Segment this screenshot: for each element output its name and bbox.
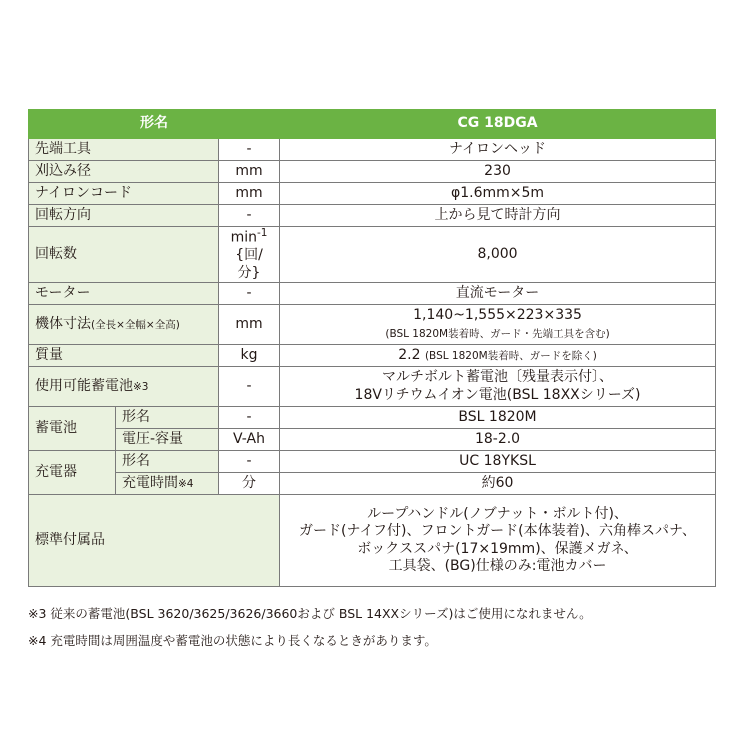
accessory-line: ボックススパナ(17×19mm)、保護メガネ、 [357,540,638,557]
value-cut-dia: 230 [280,161,716,183]
unit-speed [219,227,280,283]
label-charger-time [116,473,219,495]
label-charger: 充電器 [29,451,116,495]
label-mass: 質量 [29,345,219,367]
accessory-line: ガード(ナイフ付)、フロントガード(本体装着)、六角棒スパナ、 [299,523,697,540]
unit-battery-model: - [219,407,280,429]
label-battery: 蓄電池 [29,407,116,451]
value-battery-usable-line1: マルチボルト蓄電池〔残量表示付〕、 [382,369,614,386]
label-battery-usable-main: 使用可能蓄電池 [35,377,133,394]
accessory-line: ループハンドル(ノブナット・ボルト付)、 [367,505,628,522]
unit-battery-capacity: V-Ah [219,429,280,451]
unit-mass: kg [219,345,280,367]
label-battery-usable [29,367,219,407]
header-model: CG 18DGA [280,110,716,139]
value-mass-main: 2.2 [398,346,421,363]
value-accessories [280,495,716,587]
label-dims-sub: (全長×全幅×全高) [91,318,180,331]
value-battery-usable-line2: 18Vリチウムイオン電池(BSL 18XXシリーズ) [354,386,641,403]
label-direction: 回転方向 [29,205,219,227]
unit-charger-model: - [219,451,280,473]
footnote-3: ※3 従来の蓄電池(BSL 3620/3625/3626/3660および BSL 14XXシリーズ)はご使用になれません。 [28,606,592,621]
label-cut-dia: 刈込み径 [29,161,219,183]
spec-table [28,109,716,587]
label-speed: 回転数 [29,227,219,283]
unit-speed-sup: -1 [256,227,268,239]
row-mass [29,345,716,367]
footnote-4: ※4 充電時間は周囲温度や蓄電池の状態により長くなるときがあります。 [28,633,437,648]
row-accessories [29,495,716,587]
label-dims-main: 機体寸法 [35,315,91,332]
row-battery-capacity [29,429,716,451]
label-charger-model: 形名 [116,451,219,473]
row-battery-model [29,407,716,429]
value-battery-model: BSL 1820M [280,407,716,429]
unit-speed-alt: {回/分} [235,247,263,281]
value-speed: 8,000 [280,227,716,283]
unit-cut-dia: mm [219,161,280,183]
value-dims [280,305,716,345]
label-cord: ナイロンコード [29,183,219,205]
value-direction: 上から見て時計方向 [280,205,716,227]
value-mass [280,345,716,367]
value-dims-note: (BSL 1820M装着時、ガード・先端工具を含む) [385,327,610,340]
unit-dims: mm [219,305,280,345]
label-tool: 先端工具 [29,139,219,161]
row-charger-model [29,451,716,473]
row-charger-time [29,473,716,495]
value-battery-capacity: 18-2.0 [280,429,716,451]
row-tool [29,139,716,161]
label-motor: モーター [29,283,219,305]
row-cord [29,183,716,205]
value-cord: φ1.6mm×5m [280,183,716,205]
value-tool: ナイロンヘッド [280,139,716,161]
unit-motor: - [219,283,280,305]
unit-tool: - [219,139,280,161]
label-battery-usable-mark: ※3 [133,380,149,393]
unit-cord: mm [219,183,280,205]
label-charger-time-main: 充電時間 [122,474,178,491]
row-direction [29,205,716,227]
accessory-line: 工具袋、(BG)仕様のみ:電池カバー [388,558,607,575]
value-dims-main: 1,140~1,555×223×335 [413,307,582,324]
value-charger-time: 約60 [280,473,716,495]
value-mass-note: (BSL 1820M装着時、ガードを除く) [424,349,597,362]
row-dims [29,305,716,345]
header-row [29,110,716,139]
unit-speed-main: min [230,229,257,246]
label-battery-capacity: 電圧-容量 [116,429,219,451]
label-dims [29,305,219,345]
row-speed [29,227,716,283]
row-motor [29,283,716,305]
value-battery-usable [280,367,716,407]
label-charger-time-mark: ※4 [178,477,194,490]
label-accessories: 標準付属品 [29,495,280,587]
row-battery-usable [29,367,716,407]
label-battery-model: 形名 [116,407,219,429]
value-motor: 直流モーター [280,283,716,305]
header-label: 形名 [29,110,280,139]
unit-charger-time: 分 [219,473,280,495]
unit-direction: - [219,205,280,227]
unit-battery-usable: - [219,367,280,407]
value-charger-model: UC 18YKSL [280,451,716,473]
row-cut-dia [29,161,716,183]
